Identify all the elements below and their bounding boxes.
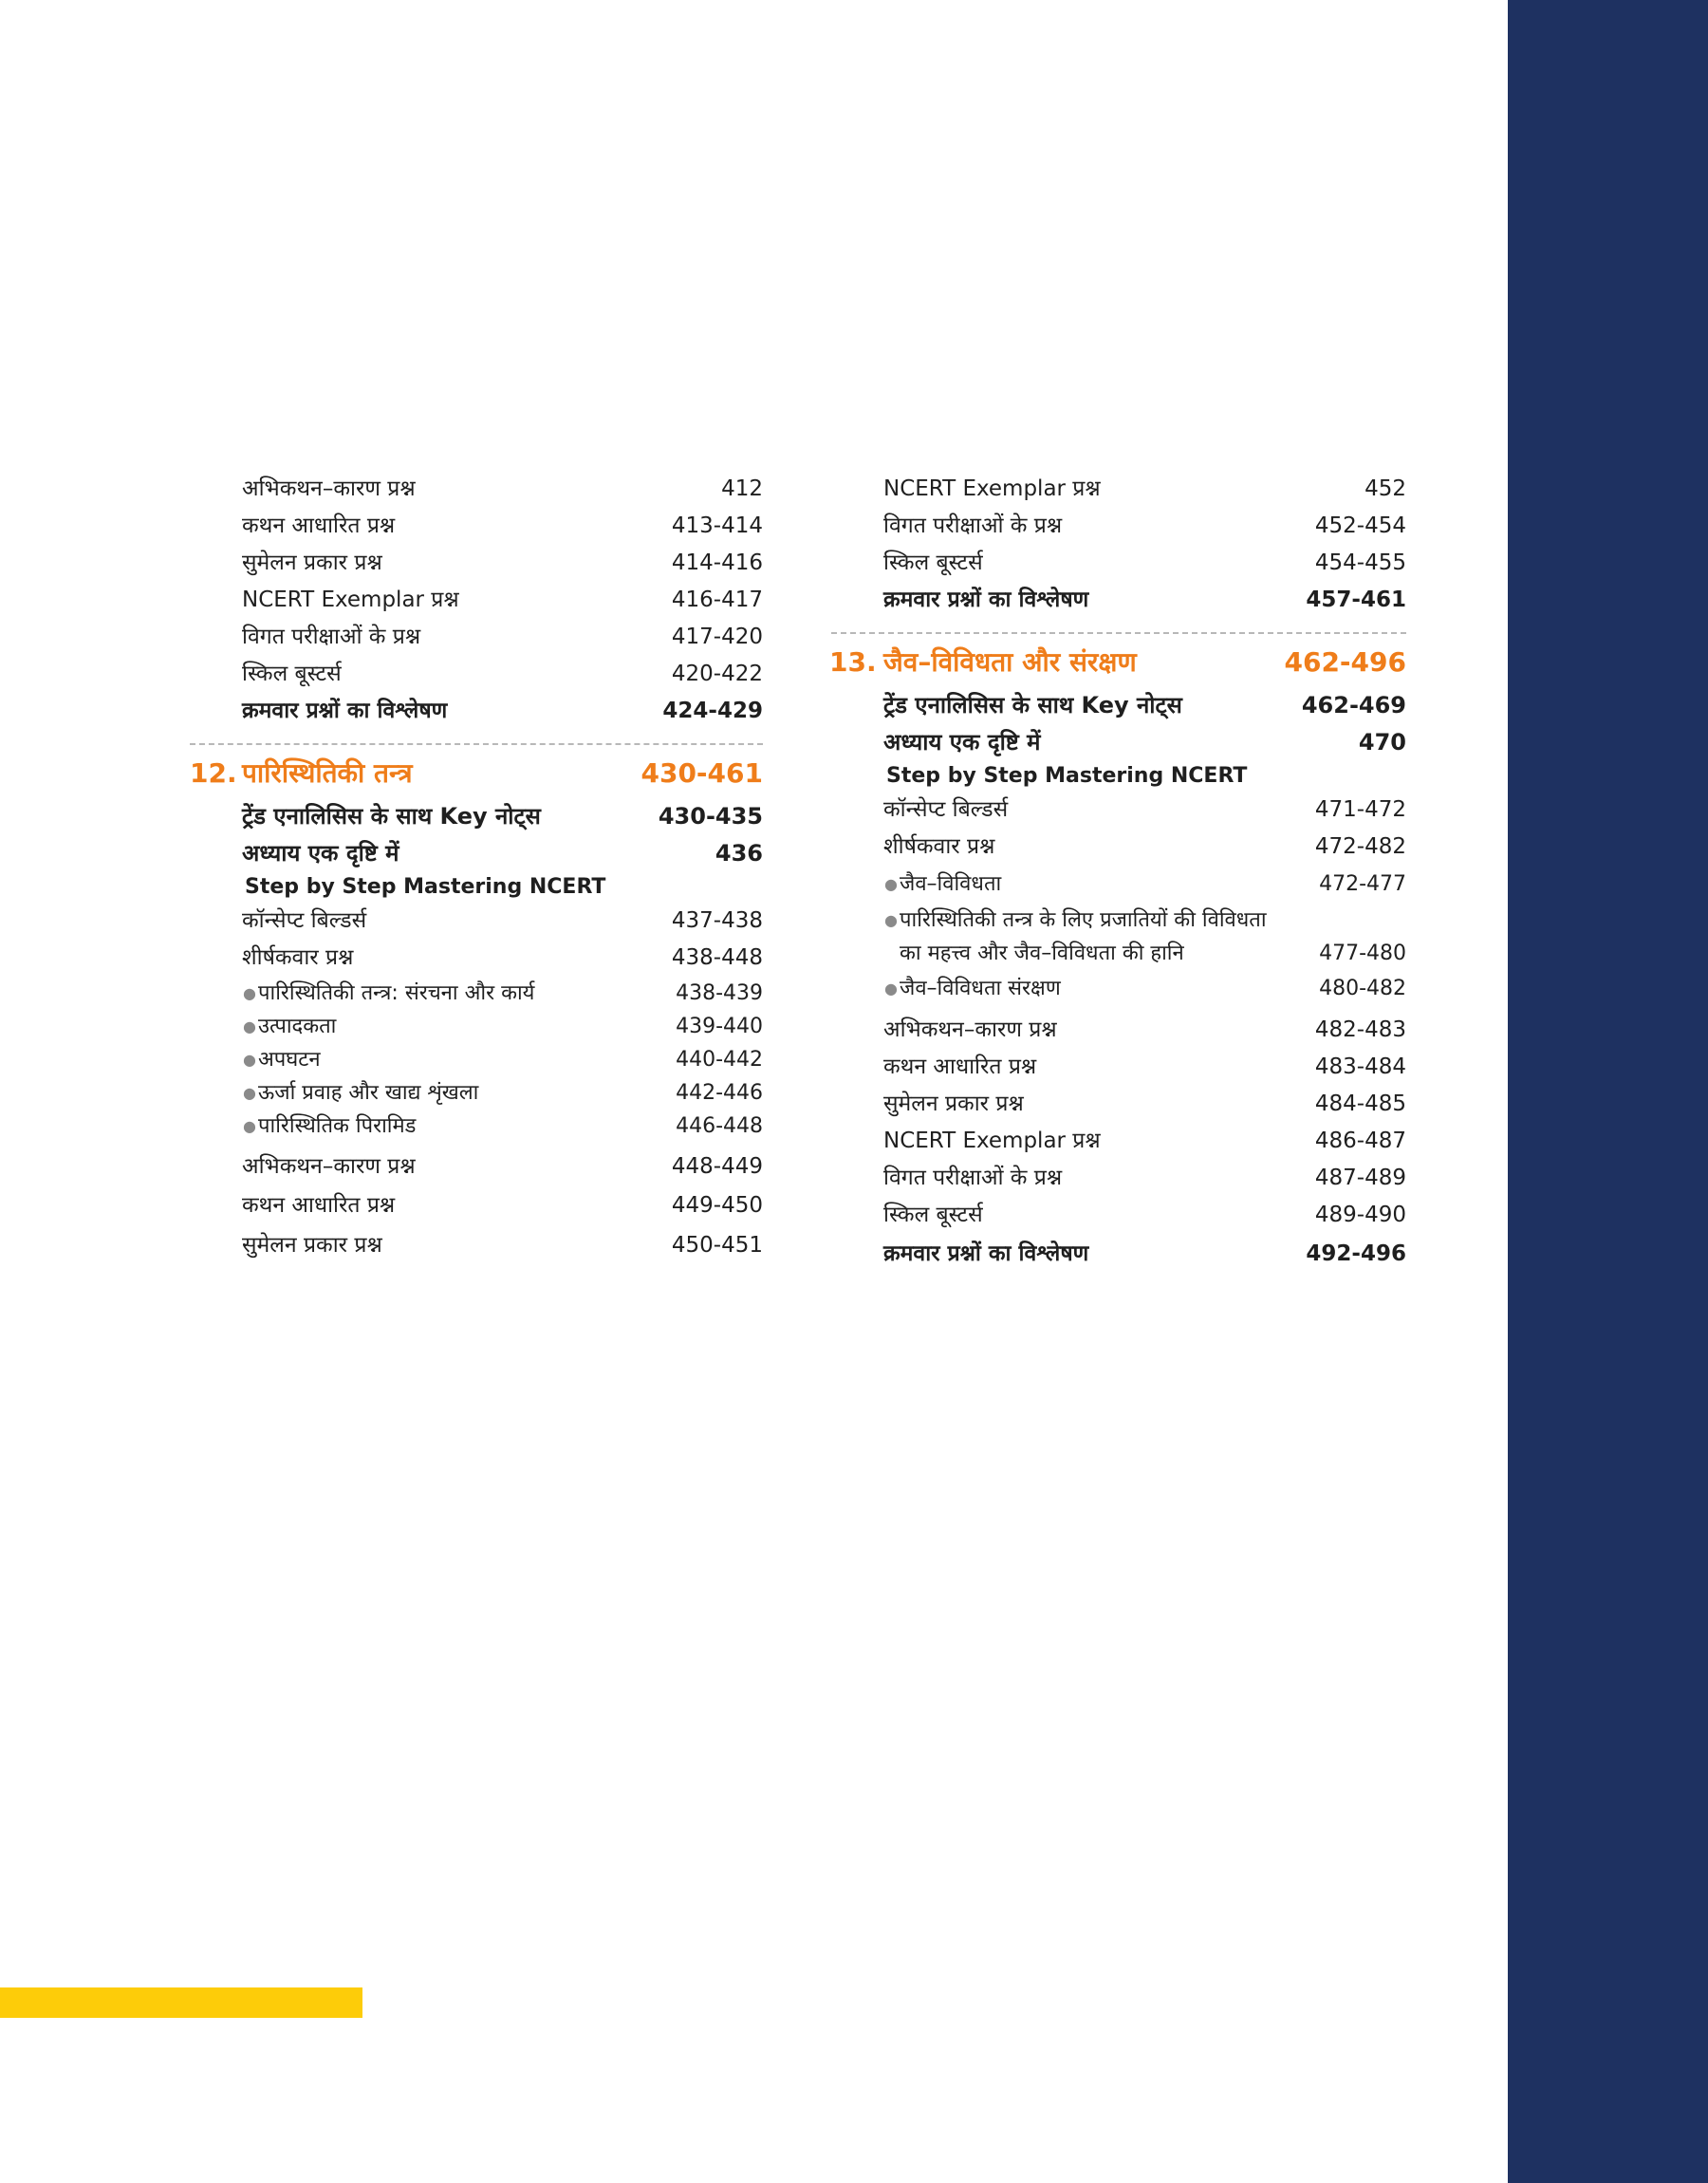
toc-entry[interactable]: [190, 656, 763, 693]
entry-label: पारिस्थितिकी तन्त्र: संरचना और कार्य: [258, 981, 535, 1005]
toc-entry[interactable]: [190, 582, 763, 619]
chapter-heading[interactable]: [190, 749, 763, 798]
entry-page: 450-451: [671, 1233, 763, 1258]
side-color-band: [1508, 0, 1708, 2183]
entry-label: अभिकथन–कारण प्रश्न: [883, 1017, 1057, 1042]
entry-label: स्किल बूस्टर्स: [242, 662, 342, 686]
entry-page: 471-472: [1314, 797, 1406, 822]
toc-subentry[interactable]: [831, 970, 1406, 1008]
entry-label: सुमेलन प्रकार प्रश्न: [883, 1092, 1024, 1116]
entry-label: क्रमवार प्रश्नों का विश्लेषण: [883, 588, 1089, 612]
entry-page: 477-480: [1319, 942, 1406, 965]
entry-page: 416-417: [671, 588, 763, 612]
entry-page: 440-442: [676, 1048, 763, 1072]
section-heading-mastering: [190, 872, 763, 903]
toc-entry[interactable]: [190, 545, 763, 582]
chapter-title: जैव–विविधता और संरक्षण: [883, 646, 1137, 678]
entry-page: 482-483: [1314, 1017, 1406, 1042]
bullet-icon: ●: [243, 1017, 256, 1036]
entry-label: NCERT Exemplar प्रश्न: [883, 1129, 1101, 1153]
bullet-icon: ●: [243, 1117, 256, 1135]
entry-label: कॉन्सेप्ट बिल्डर्स: [883, 797, 1009, 822]
entry-label: NCERT Exemplar प्रश्न: [883, 476, 1101, 501]
toc-entry[interactable]: [190, 471, 763, 508]
entry-page: 414-416: [671, 550, 763, 575]
entry-page: 448-449: [671, 1154, 763, 1179]
toc-entry[interactable]: [190, 1225, 763, 1265]
entry-label: शीर्षकवार प्रश्न: [242, 945, 354, 970]
section-heading-mastering: [831, 761, 1406, 792]
chapter-number: 12.: [190, 757, 237, 789]
toc-left-column: [190, 471, 763, 1265]
chapter-heading[interactable]: [831, 638, 1406, 687]
entry-label: NCERT Exemplar प्रश्न: [242, 588, 459, 612]
toc-entry-at-a-glance[interactable]: [190, 835, 763, 872]
yellow-accent-strip: [0, 1987, 362, 2018]
entry-label: [900, 904, 1267, 970]
entry-label: जैव–विविधता: [900, 872, 1002, 896]
toc-entry[interactable]: [831, 1197, 1406, 1234]
chapter-title: पारिस्थितिकी तन्त्र: [242, 757, 413, 789]
toc-entry[interactable]: [831, 792, 1406, 829]
entry-label: जैव–विविधता संरक्षण: [900, 977, 1061, 1000]
entry-label: अध्याय एक दृष्टि में: [242, 840, 399, 867]
bullet-icon: ●: [884, 875, 898, 893]
entry-label: सुमेलन प्रकार प्रश्न: [242, 550, 382, 575]
entry-label: उत्पादकता: [258, 1015, 337, 1038]
toc-subentry[interactable]: [831, 866, 1406, 904]
toc-entry[interactable]: [831, 1123, 1406, 1160]
entry-page: 449-450: [671, 1193, 763, 1218]
toc-entry[interactable]: [831, 508, 1406, 545]
entry-label-line2: का महत्त्व और जैव–विविधता की हानि: [900, 942, 1184, 965]
section-label: Step by Step Mastering NCERT: [886, 764, 1248, 788]
entry-page: 417-420: [671, 625, 763, 649]
dashed-divider: [190, 732, 763, 745]
bullet-icon: ●: [884, 980, 898, 998]
entry-label: ट्रेंड एनालिसिस के साथ Key नोट्स: [883, 692, 1182, 718]
entry-label: क्रमवार प्रश्नों का विश्लेषण: [883, 1241, 1089, 1266]
entry-page: 487-489: [1314, 1166, 1406, 1190]
entry-label: विगत परीक्षाओं के प्रश्न: [883, 513, 1063, 538]
bullet-icon: ●: [243, 1051, 256, 1069]
toc-entry[interactable]: [190, 508, 763, 545]
toc-subentry[interactable]: [190, 1110, 763, 1143]
entry-label: अपघटन: [258, 1048, 321, 1072]
chapter-pages: 430-461: [640, 757, 763, 789]
entry-label: सुमेलन प्रकार प्रश्न: [242, 1233, 382, 1258]
entry-label: विगत परीक्षाओं के प्रश्न: [883, 1166, 1063, 1190]
toc-entry[interactable]: [190, 1185, 763, 1225]
toc-subentry[interactable]: [190, 1043, 763, 1076]
entry-label: अध्याय एक दृष्टि में: [883, 729, 1041, 756]
entry-label: क्रमवार प्रश्नों का विश्लेषण: [242, 699, 448, 723]
chapter-number: 13.: [829, 646, 877, 678]
entry-page: 462-469: [1301, 692, 1406, 718]
toc-entry[interactable]: [831, 829, 1406, 866]
entry-page: 454-455: [1314, 550, 1406, 575]
toc-entry[interactable]: [831, 1086, 1406, 1123]
entry-page: 472-477: [1319, 872, 1406, 896]
entry-page: 437-438: [671, 908, 763, 933]
entry-label: कथन आधारित प्रश्न: [883, 1054, 1037, 1079]
entry-page: 430-435: [658, 803, 763, 830]
section-label: Step by Step Mastering NCERT: [245, 875, 606, 899]
entry-label: अभिकथन–कारण प्रश्न: [242, 476, 416, 501]
toc-entry[interactable]: [190, 1148, 763, 1185]
entry-page: 420-422: [671, 662, 763, 686]
toc-entry[interactable]: [831, 545, 1406, 582]
entry-page: 470: [1358, 729, 1406, 756]
entry-label: स्किल बूस्टर्स: [883, 1203, 983, 1227]
entry-page: 439-440: [676, 1015, 763, 1038]
entry-label: शीर्षकवार प्रश्न: [883, 834, 995, 859]
entry-page: 446-448: [676, 1114, 763, 1138]
entry-page: 484-485: [1314, 1092, 1406, 1116]
toc-entry[interactable]: [190, 940, 763, 977]
toc-right-column: [831, 471, 1406, 1274]
entry-page: 452: [1365, 476, 1406, 501]
entry-page: 438-439: [676, 981, 763, 1005]
entry-page: 452-454: [1314, 513, 1406, 538]
entry-page: 480-482: [1319, 977, 1406, 1000]
entry-label-line1: पारिस्थितिकी तन्त्र के लिए प्रजातियों की विविधता: [900, 908, 1267, 932]
entry-page: 457-461: [1306, 588, 1406, 612]
toc-entry-at-a-glance[interactable]: [831, 724, 1406, 761]
entry-page: 442-446: [676, 1081, 763, 1105]
toc-entry[interactable]: [831, 1049, 1406, 1086]
toc-entry[interactable]: [831, 1012, 1406, 1049]
toc-subentry[interactable]: [190, 977, 763, 1010]
entry-page: 492-496: [1306, 1241, 1406, 1266]
toc-entry[interactable]: [190, 619, 763, 656]
entry-page: 486-487: [1314, 1129, 1406, 1153]
entry-page: 424-429: [662, 699, 763, 723]
toc-subentry[interactable]: [831, 904, 1406, 970]
toc-subentry[interactable]: [190, 1076, 763, 1110]
entry-label: विगत परीक्षाओं के प्रश्न: [242, 625, 421, 649]
entry-label: अभिकथन–कारण प्रश्न: [242, 1154, 416, 1179]
toc-entry[interactable]: [190, 693, 763, 730]
dashed-divider: [831, 621, 1406, 634]
entry-label: ऊर्जा प्रवाह और खाद्य शृंखला: [258, 1081, 479, 1105]
entry-label: कथन आधारित प्रश्न: [242, 1193, 396, 1218]
toc-entry[interactable]: [831, 1160, 1406, 1197]
entry-page: 472-482: [1314, 834, 1406, 859]
toc-entry[interactable]: [831, 582, 1406, 619]
entry-page: 436: [715, 840, 763, 867]
toc-entry-key-notes[interactable]: [831, 687, 1406, 724]
entry-page: 412: [721, 476, 763, 501]
entry-page: 413-414: [671, 513, 763, 538]
toc-subentry[interactable]: [190, 1010, 763, 1043]
toc-entry[interactable]: [831, 471, 1406, 508]
entry-label: स्किल बूस्टर्स: [883, 550, 983, 575]
chapter-pages: 462-496: [1284, 646, 1406, 678]
entry-page: 438-448: [671, 945, 763, 970]
bullet-icon: ●: [243, 984, 256, 1002]
entry-label: कॉन्सेप्ट बिल्डर्स: [242, 908, 367, 933]
bullet-icon: ●: [243, 1084, 256, 1102]
toc-entry[interactable]: [190, 903, 763, 940]
toc-entry-key-notes[interactable]: [190, 798, 763, 835]
entry-label: कथन आधारित प्रश्न: [242, 513, 396, 538]
entry-page: 483-484: [1314, 1054, 1406, 1079]
entry-page: 489-490: [1314, 1203, 1406, 1227]
bullet-icon: ●: [884, 911, 898, 929]
entry-label: ट्रेंड एनालिसिस के साथ Key नोट्स: [242, 803, 541, 830]
entry-label: पारिस्थितिक पिरामिड: [258, 1114, 417, 1138]
toc-entry[interactable]: [831, 1234, 1406, 1274]
